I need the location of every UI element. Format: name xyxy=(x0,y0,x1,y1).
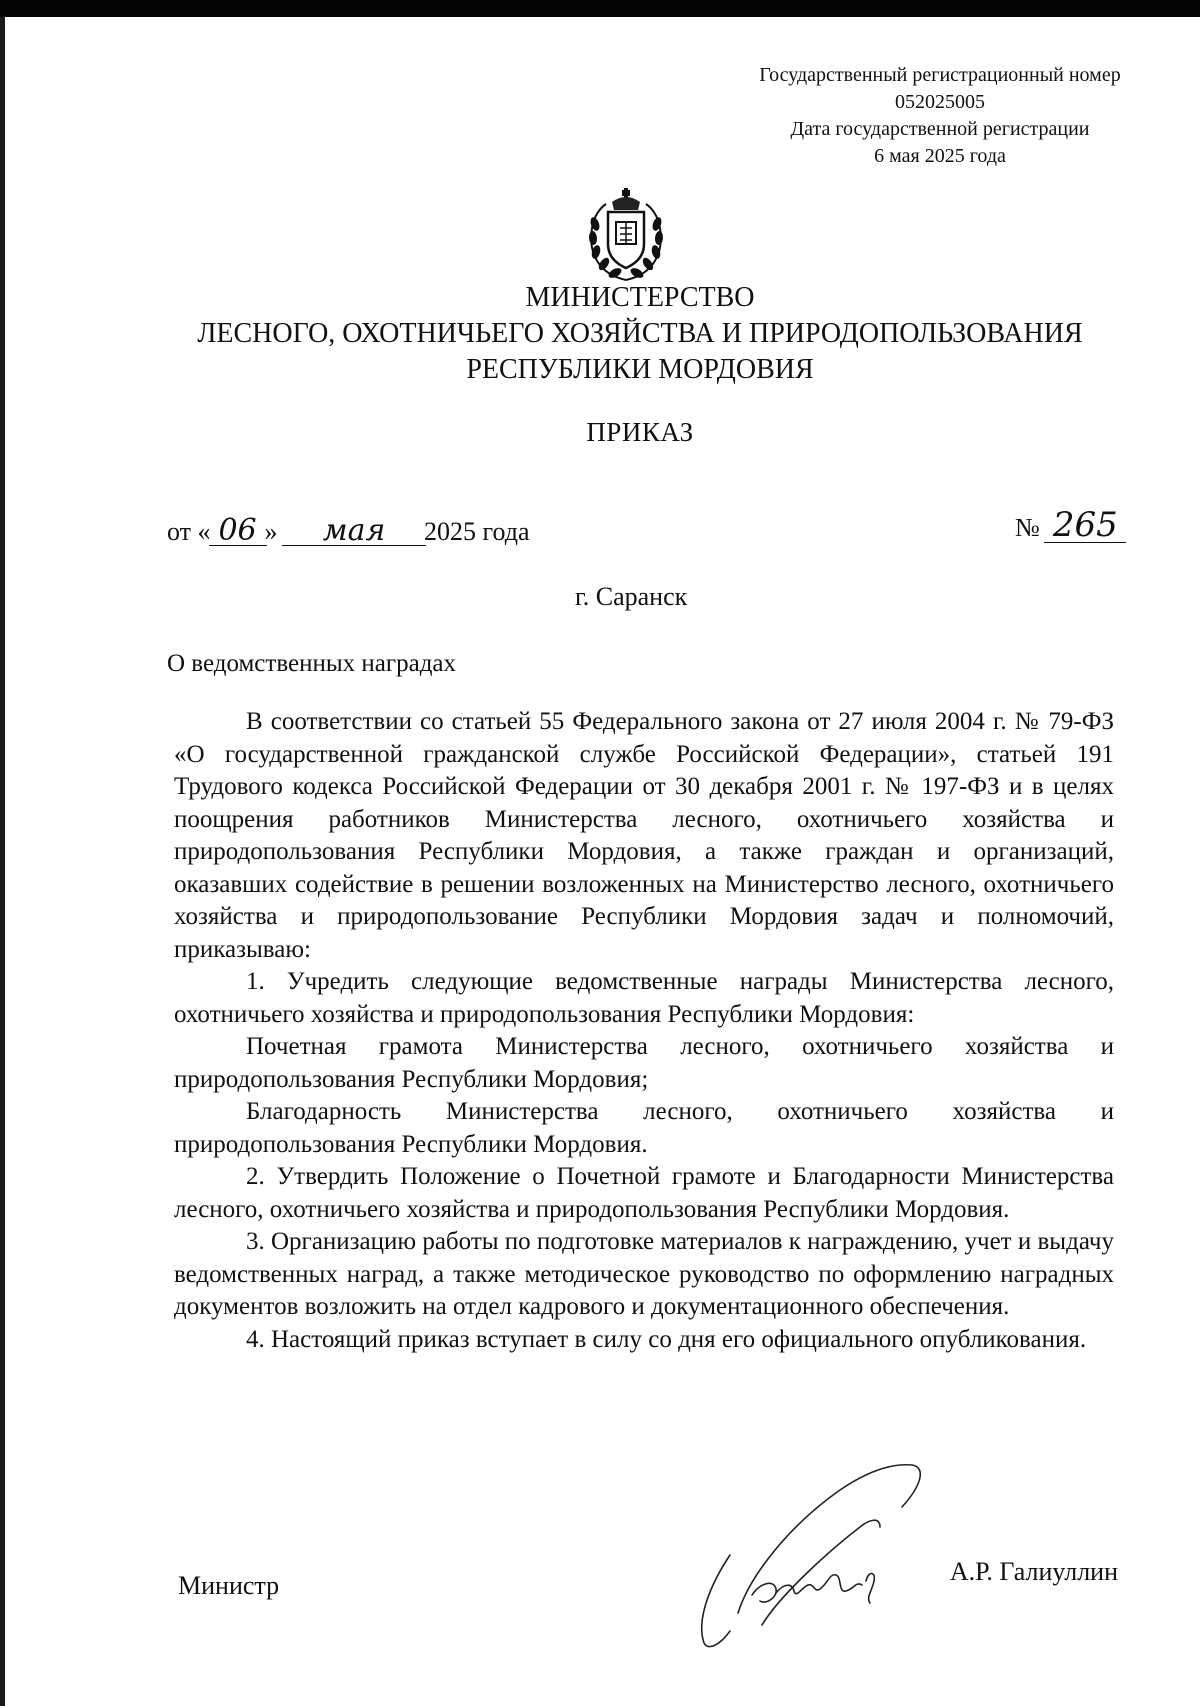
award-gratitude-paragraph: Благодарность Министерства лесного, охотничьего хозяйства и природопользования Республики Мордовия. xyxy=(174,1098,1114,1158)
ministry-line-2: ЛЕСНОГО, ОХОТНИЧЬЕГО ХОЗЯЙСТВА И ПРИРОДОПОЛЬЗОВАНИЯ xyxy=(197,318,1083,349)
handwritten-signature xyxy=(690,1455,940,1650)
date-year: 2025 года xyxy=(424,517,530,546)
order-date-line xyxy=(167,513,530,548)
item-4-paragraph: 4. Настоящий приказ вступает в силу со дня его официального опубликования. xyxy=(246,1325,1087,1353)
date-prefix: от « xyxy=(167,517,211,546)
order-subject: О ведомственных наградах xyxy=(167,650,457,677)
item-3-paragraph: 3. Организацию работы по подготовке материалов к награждению, учет и выдачу ведомственных наград, а также методическое руководство по оформлению наградных документов возложить на отдел кадрового и документационного обеспечения. xyxy=(174,1228,1114,1320)
document-type: ПРИКАЗ xyxy=(586,417,694,447)
registration-label: Государственный регистрационный номер xyxy=(759,64,1121,86)
registration-number: 052025005 xyxy=(895,91,985,113)
item-2-paragraph: 2. Утвердить Положение о Почетной грамоте и Благодарности Министерства лесного, охотничьего хозяйства и природопользования Республики Мордовия. xyxy=(174,1163,1114,1223)
item-1-paragraph: 1. Учредить следующие ведомственные награды Министерства лесного, охотничьего хозяйства и природопользования Республики Мордовия: xyxy=(174,968,1114,1028)
date-quote-close: » xyxy=(264,517,278,546)
date-month: мая xyxy=(284,513,424,548)
order-number: 265 xyxy=(1046,505,1124,545)
date-day: 06 xyxy=(211,513,265,548)
city: г. Саранск xyxy=(575,582,688,611)
ministry-line-3: РЕСПУБЛИКИ МОРДОВИЯ xyxy=(466,354,814,385)
signer-name: А.Р. Галиуллин xyxy=(949,1557,1118,1586)
award-certificate-paragraph: Почетная грамота Министерства лесного, охотничьего хозяйства и природопользования Республики Мордовия; xyxy=(174,1033,1114,1093)
coat-of-arms-icon xyxy=(584,188,668,288)
number-prefix: № xyxy=(1015,513,1040,542)
ministry-header xyxy=(140,280,1140,388)
registration-date-label: Дата государственной регистрации xyxy=(790,118,1090,140)
signer-position: Министр xyxy=(178,1571,280,1600)
preamble-paragraph: В соответствии со статьей 55 Федерального закона от 27 июля 2004 г. № 79-ФЗ «О государственной гражданской службе Российской Федерации», статьей 191 Трудового кодекса Российской Федерации от 30 декабря 2001 г. № 197-ФЗ и в целях поощрения работников Министерства лесного, охотничьего хозяйства и природопользования Республики Мордовия, а также граждан и организаций, оказавших содействие в решении возложенных на Министерство лесного, охотничьего хозяйства и природопользование Республики Мордовия задач и полномочий, приказываю: xyxy=(174,708,1114,963)
order-body xyxy=(174,706,1114,1356)
registration-date: 6 мая 2025 года xyxy=(874,145,1006,167)
scan-left-border xyxy=(0,17,5,1706)
scan-top-border xyxy=(0,0,1200,17)
ministry-line-1: МИНИСТЕРСТВО xyxy=(525,282,755,313)
order-number-line xyxy=(1015,505,1124,545)
registration-stamp xyxy=(700,62,1180,170)
